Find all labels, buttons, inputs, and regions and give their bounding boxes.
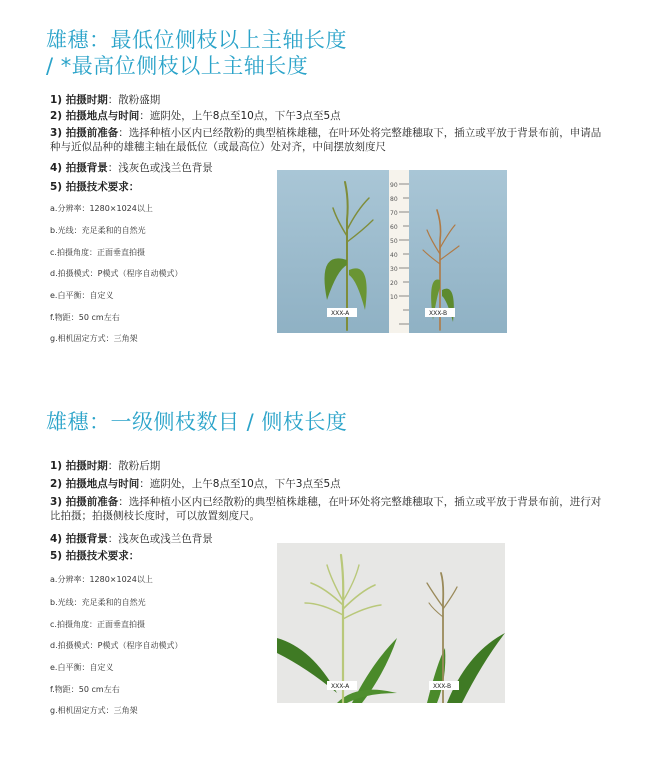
ruler-tick-label: 50 — [390, 238, 398, 245]
section1-item-background: 4) 拍摄背景：浅灰色或浅兰色背景 — [50, 162, 213, 174]
section1-spec-angle: c.拍摄角度：正面垂直拍摄 — [50, 248, 145, 257]
section2-spec-angle: c.拍摄角度：正面垂直拍摄 — [50, 620, 145, 629]
section2-item-location-time: 2) 拍摄地点与时间：遮阴处，上午8点至10点，下午3点至5点 — [50, 478, 341, 490]
photo-label-a: XXX-A — [331, 683, 350, 690]
ruler-tick-label: 70 — [390, 210, 398, 217]
section1-spec-tripod: g.相机固定方式：三角架 — [50, 334, 138, 343]
section2-tassel-photo — [277, 543, 505, 703]
ruler-tick-label: 80 — [390, 196, 398, 203]
section2-spec-light: b.光线：充足柔和的自然光 — [50, 598, 146, 607]
ruler-tick-label: 60 — [390, 224, 398, 231]
section1-item-tech-requirements: 5) 拍摄技术要求： — [50, 181, 140, 193]
section2-spec-mode: d.拍摄模式：P模式（程序自动模式） — [50, 641, 183, 650]
section1-spec-white-balance: e.白平衡：自定义 — [50, 291, 114, 300]
photo-label-b: XXX-B — [433, 683, 452, 690]
section1-item-preparation: 3) 拍摄前准备：选择种植小区内已经散粉的典型植株雄穗，在叶环处将完整雄穗取下，插立或平放于背景布前，申请品种与近似品种的雄穗主轴在最低位（或最高位）处对齐，中间摆放刻度尺 — [50, 127, 602, 153]
section2-item-period: 1) 拍摄时期：散粉后期 — [50, 460, 161, 472]
section1-title-line2: / *最高位侧枝以上主轴长度 — [46, 54, 309, 78]
section2-spec-distance: f.物距：50 cm左右 — [50, 685, 120, 694]
section2-spec-tripod: g.相机固定方式：三角架 — [50, 706, 138, 715]
photo-label-b: XXX-B — [429, 310, 448, 317]
ruler-tick-label: 20 — [390, 280, 398, 287]
section2-spec-white-balance: e.白平衡：自定义 — [50, 663, 114, 672]
section1-title-line1: 雄穗：最低位侧枝以上主轴长度 — [46, 28, 347, 52]
section1-item-period: 1) 拍摄时期：散粉盛期 — [50, 94, 161, 106]
section1-spec-distance: f.物距：50 cm左右 — [50, 313, 120, 322]
ruler-tick-label: 30 — [390, 266, 398, 273]
ruler-tick-label: 10 — [390, 294, 398, 301]
section1-spec-mode: d.拍摄模式：P模式（程序自动模式） — [50, 269, 183, 278]
section2-item-tech-requirements: 5) 拍摄技术要求： — [50, 550, 140, 562]
ruler-tick-label: 40 — [390, 252, 398, 259]
photo-label-a: XXX-A — [331, 310, 350, 317]
section1-item-location-time: 2) 拍摄地点与时间：遮阴处，上午8点至10点，下午3点至5点 — [50, 110, 341, 122]
section2-spec-resolution: a.分辨率：1280×1024以上 — [50, 575, 153, 584]
section1-spec-resolution: a.分辨率：1280×1024以上 — [50, 204, 153, 213]
section2-item-preparation: 3) 拍摄前准备：选择种植小区内已经散粉的典型植株雄穗，在叶环处将完整雄穗取下，插立或平放于背景布前，进行对比拍摄；拍摄侧枝长度时，可以放置刻度尺。 — [50, 496, 602, 522]
ruler-tick-label: 90 — [390, 182, 398, 189]
section1-spec-light: b.光线：充足柔和的自然光 — [50, 226, 146, 235]
section2-title: 雄穗：一级侧枝数目 / 侧枝长度 — [46, 410, 348, 434]
section2-item-background: 4) 拍摄背景：浅灰色或浅兰色背景 — [50, 533, 213, 545]
